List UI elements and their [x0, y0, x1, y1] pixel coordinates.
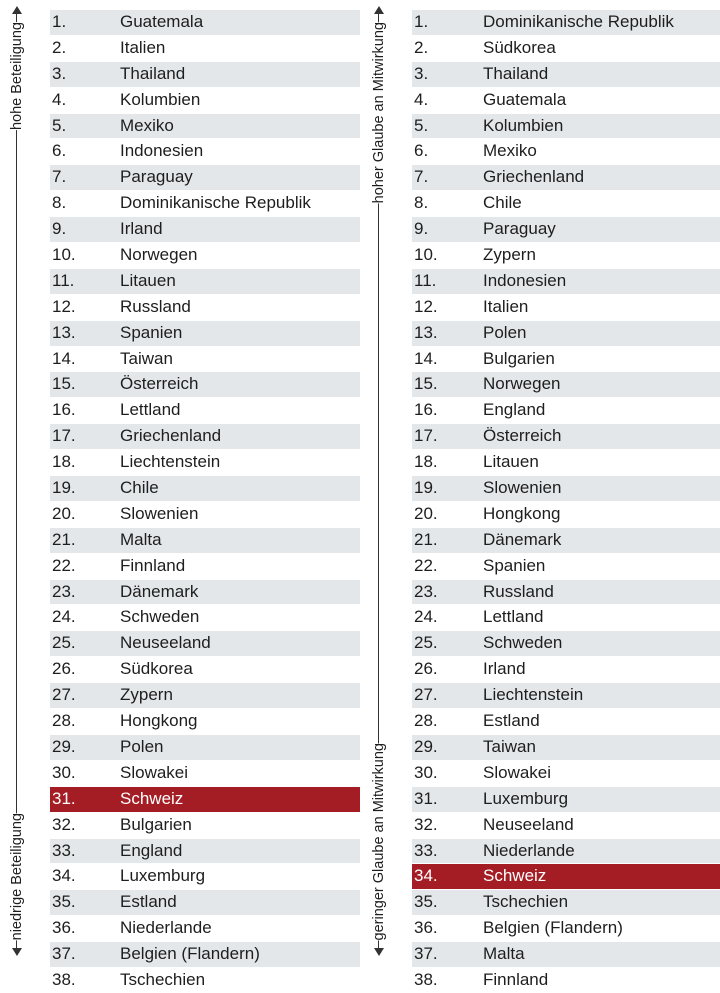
ranking-row	[50, 863, 360, 889]
ranking-row	[50, 35, 360, 61]
country-name: Südkorea	[120, 659, 193, 679]
country-name: Thailand	[483, 63, 549, 83]
rank-number: 23.	[414, 581, 438, 601]
ranking-row	[412, 915, 720, 941]
rank-number: 4.	[52, 89, 67, 109]
ranking-row	[50, 915, 360, 941]
rank-number: 30.	[414, 762, 438, 782]
ranking-row	[50, 449, 360, 475]
ranking-row	[412, 216, 720, 242]
rank-number: 30.	[52, 762, 76, 782]
country-name: Lettland	[120, 400, 181, 420]
ranking-row	[50, 501, 360, 527]
country-name: Belgien (Flandern)	[120, 944, 260, 964]
rank-number: 20.	[52, 503, 76, 523]
ranking-row	[412, 812, 720, 838]
rank-number: 11.	[52, 270, 75, 290]
rank-number: 22.	[52, 555, 76, 575]
ranking-row	[50, 397, 360, 423]
ranking-row	[412, 113, 720, 139]
rank-number: 27.	[52, 685, 76, 705]
rank-number: 26.	[52, 659, 76, 679]
ranking-row	[50, 475, 360, 501]
rank-number: 9.	[52, 219, 67, 239]
rank-number: 16.	[414, 400, 438, 420]
country-name: Belgien (Flandern)	[483, 918, 623, 938]
country-name: Luxemburg	[483, 788, 569, 808]
ranking-row	[50, 268, 360, 294]
country-name: Slowenien	[483, 478, 562, 498]
ranking-row	[50, 371, 360, 397]
ranking-row	[50, 294, 360, 320]
country-name: Luxemburg	[120, 866, 206, 886]
country-name: Zypern	[120, 685, 173, 705]
arrow-down-icon	[12, 948, 22, 956]
country-name: Österreich	[120, 374, 199, 394]
country-name: Guatemala	[120, 12, 204, 31]
right-axis	[364, 6, 394, 956]
ranking-row	[50, 838, 360, 864]
ranking-row	[50, 61, 360, 87]
country-name: Neuseeland	[483, 814, 574, 834]
rank-number: 18.	[52, 452, 76, 472]
rank-number: 17.	[52, 426, 76, 446]
arrow-down-icon	[374, 948, 384, 956]
country-name: Dominikanische Republik	[483, 12, 674, 31]
rank-number: 10.	[52, 245, 76, 265]
country-name: Bulgarien	[483, 348, 555, 368]
ranking-row	[412, 346, 720, 372]
rank-number: 4.	[414, 89, 429, 109]
country-name: Spanien	[483, 555, 546, 575]
rank-number: 36.	[414, 918, 438, 938]
rank-number: 7.	[52, 167, 67, 187]
ranking-row	[412, 371, 720, 397]
rank-number: 6.	[414, 141, 429, 161]
country-name: Slowakei	[120, 762, 189, 782]
country-name: Norwegen	[483, 374, 561, 394]
rank-number: 2.	[414, 37, 429, 57]
country-name: Dänemark	[120, 581, 199, 601]
rank-number: 33.	[52, 840, 76, 860]
ranking-row	[412, 475, 720, 501]
rank-number: 38.	[52, 969, 76, 989]
rank-number: 14.	[414, 348, 438, 368]
country-name: Slowenien	[120, 503, 199, 523]
rank-number: 35.	[414, 892, 438, 912]
country-name: Neuseeland	[120, 633, 211, 653]
rank-number: 28.	[414, 711, 438, 731]
rank-number: 3.	[52, 63, 67, 83]
country-name: Slowakei	[483, 762, 552, 782]
ranking-row	[412, 423, 720, 449]
country-name: Irland	[483, 659, 526, 679]
ranking-row	[412, 87, 720, 113]
efficacy-ranking-list	[412, 9, 720, 993]
country-name: Malta	[483, 944, 525, 964]
country-name: Dominikanische Republik	[120, 193, 311, 213]
rank-number: 29.	[414, 736, 438, 756]
country-name: Schweden	[483, 633, 563, 653]
right-axis-bottom-label: geringer Glaube an Mitwirkung	[364, 743, 394, 940]
rank-number: 7.	[414, 167, 429, 187]
country-name: Mexiko	[120, 115, 174, 135]
country-name: England	[120, 840, 183, 860]
ranking-row	[412, 889, 720, 915]
country-name: Chile	[483, 193, 522, 213]
ranking-row	[412, 294, 720, 320]
ranking-row	[412, 61, 720, 87]
ranking-row	[50, 190, 360, 216]
arrow-up-icon	[12, 6, 22, 14]
rank-number: 8.	[52, 193, 67, 213]
country-name: Kolumbien	[120, 89, 201, 109]
rank-number: 32.	[414, 814, 438, 834]
ranking-row	[412, 268, 720, 294]
ranking-row	[50, 967, 360, 993]
ranking-row	[412, 9, 720, 35]
ranking-row	[412, 656, 720, 682]
ranking-row	[50, 708, 360, 734]
ranking-row	[50, 682, 360, 708]
ranking-row	[50, 527, 360, 553]
country-name: Finnland	[483, 969, 549, 989]
ranking-row	[50, 760, 360, 786]
ranking-row	[50, 164, 360, 190]
ranking-row	[412, 553, 720, 579]
country-name: Dänemark	[483, 529, 562, 549]
ranking-row	[412, 190, 720, 216]
rank-number: 31.	[52, 788, 76, 808]
rank-number: 8.	[414, 193, 429, 213]
ranking-row	[50, 656, 360, 682]
country-name: Russland	[120, 296, 191, 316]
ranking-row	[50, 320, 360, 346]
ranking-row	[50, 87, 360, 113]
country-name: Polen	[120, 736, 164, 756]
country-name: Schweiz	[120, 788, 184, 808]
left-axis	[2, 6, 32, 956]
rank-number: 20.	[414, 503, 438, 523]
country-name: Norwegen	[120, 245, 198, 265]
ranking-row	[412, 397, 720, 423]
rank-number: 25.	[414, 633, 438, 653]
ranking-row	[50, 138, 360, 164]
country-name: Malta	[120, 529, 162, 549]
ranking-row	[412, 242, 720, 268]
rank-number: 25.	[52, 633, 76, 653]
ranking-row	[50, 579, 360, 605]
rank-number: 37.	[414, 944, 438, 964]
rank-number: 15.	[414, 374, 438, 394]
country-name: Taiwan	[120, 348, 173, 368]
country-name: Hongkong	[483, 503, 561, 523]
country-name: Südkorea	[483, 37, 556, 57]
rank-number: 14.	[52, 348, 76, 368]
country-name: Estland	[120, 892, 177, 912]
ranking-row	[412, 734, 720, 760]
rank-number: 37.	[52, 944, 76, 964]
country-name: Schweiz	[483, 866, 547, 886]
ranking-row	[412, 682, 720, 708]
country-name: Indonesien	[483, 270, 567, 290]
ranking-row	[412, 138, 720, 164]
ranking-row	[412, 941, 720, 967]
rank-number: 9.	[414, 219, 429, 239]
rank-number: 12.	[414, 296, 438, 316]
rank-number: 21.	[414, 529, 438, 549]
rank-number: 11.	[414, 270, 437, 290]
country-name: Niederlande	[120, 918, 212, 938]
rank-number: 29.	[52, 736, 76, 756]
rank-number: 3.	[414, 63, 429, 83]
country-name: Polen	[483, 322, 527, 342]
ranking-row	[50, 604, 360, 630]
country-name: Bulgarien	[120, 814, 192, 834]
rank-number: 28.	[52, 711, 76, 731]
country-name: Estland	[483, 711, 540, 731]
country-name: Lettland	[483, 607, 544, 627]
rank-number: 34.	[414, 866, 438, 886]
country-name: Indonesien	[120, 141, 204, 161]
rank-number: 22.	[414, 555, 438, 575]
ranking-row	[412, 501, 720, 527]
country-name: Tschechien	[483, 892, 569, 912]
rank-number: 31.	[414, 788, 438, 808]
country-name: Thailand	[120, 63, 186, 83]
rank-number: 18.	[414, 452, 438, 472]
rank-number: 10.	[414, 245, 438, 265]
ranking-row	[412, 604, 720, 630]
rank-number: 26.	[414, 659, 438, 679]
rank-number: 12.	[52, 296, 76, 316]
ranking-row	[50, 9, 360, 35]
ranking-row	[50, 630, 360, 656]
ranking-row	[412, 967, 720, 993]
ranking-row	[50, 113, 360, 139]
ranking-row	[50, 346, 360, 372]
ranking-row	[50, 553, 360, 579]
ranking-row	[412, 760, 720, 786]
ranking-row	[412, 838, 720, 864]
left-axis-top-label: hohe Beteiligung	[2, 22, 32, 130]
rank-number: 5.	[414, 115, 429, 135]
rank-number: 24.	[52, 607, 76, 627]
country-name: Griechenland	[483, 167, 585, 187]
rank-number: 38.	[414, 969, 438, 989]
country-name: Litauen	[120, 270, 176, 290]
country-name: Niederlande	[483, 840, 575, 860]
ranking-row	[50, 941, 360, 967]
ranking-row	[412, 320, 720, 346]
country-name: Guatemala	[483, 89, 567, 109]
ranking-row	[412, 35, 720, 61]
ranking-row	[412, 164, 720, 190]
highlighted-row	[50, 786, 360, 812]
rank-number: 34.	[52, 866, 76, 886]
country-name: Italien	[483, 296, 529, 316]
rank-number: 27.	[414, 685, 438, 705]
country-name: Schweden	[120, 607, 200, 627]
rank-number: 24.	[414, 607, 438, 627]
country-name: Zypern	[483, 245, 536, 265]
country-name: Russland	[483, 581, 554, 601]
country-name: Finnland	[120, 555, 186, 575]
right-axis-top-label: hoher Glaube an Mitwirkung	[364, 22, 394, 203]
ranking-row	[412, 449, 720, 475]
country-name: Irland	[120, 219, 163, 239]
country-name: Litauen	[483, 452, 539, 472]
highlighted-row	[412, 863, 720, 889]
ranking-row	[50, 216, 360, 242]
rank-number: 35.	[52, 892, 76, 912]
rank-number: 33.	[414, 840, 438, 860]
ranking-row	[412, 630, 720, 656]
country-name: Hongkong	[120, 711, 198, 731]
country-name: Kolumbien	[483, 115, 564, 135]
country-name: Griechenland	[120, 426, 222, 446]
country-name: Liechtenstein	[483, 685, 584, 705]
country-name: Taiwan	[483, 736, 536, 756]
ranking-row	[50, 423, 360, 449]
rank-number: 1.	[52, 12, 67, 31]
rank-number: 17.	[414, 426, 438, 446]
left-axis-bottom-label: niedrige Beteiligung	[2, 813, 32, 940]
country-name: Liechtenstein	[120, 452, 221, 472]
rank-number: 1.	[414, 12, 429, 31]
ranking-row	[50, 812, 360, 838]
participation-ranking-list	[50, 9, 360, 993]
country-name: Italien	[120, 37, 166, 57]
country-name: Tschechien	[120, 969, 206, 989]
rank-number: 21.	[52, 529, 76, 549]
rank-number: 32.	[52, 814, 76, 834]
ranking-row	[50, 734, 360, 760]
country-name: England	[483, 400, 546, 420]
rank-number: 13.	[414, 322, 438, 342]
rank-number: 15.	[52, 374, 76, 394]
rank-number: 13.	[52, 322, 76, 342]
country-name: Chile	[120, 478, 159, 498]
rank-number: 19.	[52, 478, 76, 498]
ranking-row	[412, 527, 720, 553]
rank-number: 16.	[52, 400, 76, 420]
left-axis-line	[16, 10, 17, 952]
arrow-up-icon	[374, 6, 384, 14]
country-name: Paraguay	[120, 167, 193, 187]
rank-number: 36.	[52, 918, 76, 938]
ranking-row	[50, 242, 360, 268]
ranking-row	[412, 579, 720, 605]
country-name: Spanien	[120, 322, 183, 342]
rank-number: 19.	[414, 478, 438, 498]
ranking-row	[412, 786, 720, 812]
rank-number: 2.	[52, 37, 67, 57]
ranking-row	[412, 708, 720, 734]
ranking-row	[50, 889, 360, 915]
country-name: Mexiko	[483, 141, 537, 161]
rank-number: 6.	[52, 141, 67, 161]
rank-number: 23.	[52, 581, 76, 601]
rank-number: 5.	[52, 115, 67, 135]
country-name: Österreich	[483, 426, 562, 446]
country-name: Paraguay	[483, 219, 556, 239]
